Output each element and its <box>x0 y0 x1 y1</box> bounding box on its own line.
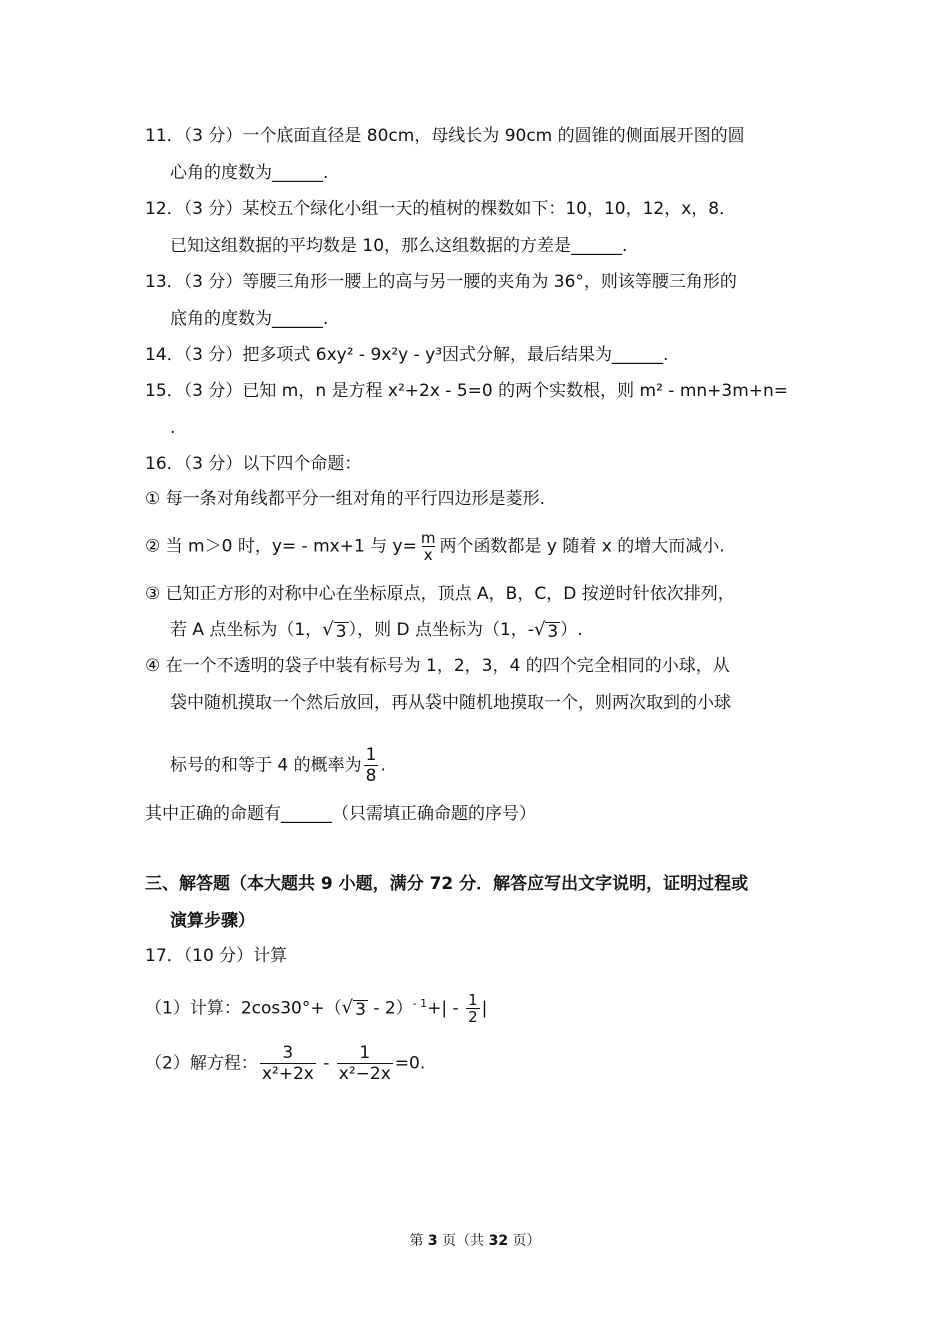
q17-part2 <box>145 1043 425 1084</box>
sqrt-three-negative <box>534 620 560 641</box>
fraction-denominator: 2 <box>468 1008 478 1026</box>
sqrt-three <box>342 998 368 1019</box>
q16-prop4-pre: 标号的和等于 4 的概率为 <box>170 755 362 776</box>
q16-prop1: ① 每一条对角线都平分一组对角的平行四边形是菱形. <box>145 489 546 509</box>
q17-part2-end: =0. <box>394 1053 426 1074</box>
fraction-3-over-x2-plus-2x <box>260 1043 316 1084</box>
footer-page-number: 3 <box>427 1233 438 1249</box>
q16-head: 16．（3 分）以下四个命题： <box>145 454 362 474</box>
abs-close: | <box>481 998 488 1019</box>
q16-prop4-post: . <box>380 755 386 776</box>
fraction-numerator: 3 <box>282 1043 294 1063</box>
q12-line1: 12．（3 分）某校五个绿化小组一天的植树的棵数如下：10，10，12，x，8． <box>145 199 737 219</box>
q16-prop4-line1: ④ 在一个不透明的袋子中装有标号为 1，2，3，4 的四个完全相同的小球，从 <box>145 656 730 676</box>
q14-line1: 14．（3 分）把多项式 6xy² - 9x²y - y³因式分解，最后结果为______. <box>145 345 669 365</box>
footer-post: 页） <box>508 1233 541 1249</box>
q12-line2: 已知这组数据的平均数是 10，那么这组数据的方差是______. <box>170 236 628 256</box>
q15-line2: . <box>170 418 176 438</box>
q11-line2: 心角的度数为______. <box>170 163 329 183</box>
fraction-1-over-x2-minus-2x <box>337 1043 393 1084</box>
negative-sign: - <box>527 620 534 640</box>
fraction-denominator: x <box>423 546 433 564</box>
minus-sign: - <box>317 1053 335 1074</box>
q16-prop4-line3 <box>170 745 386 786</box>
footer-total-pages: 32 <box>488 1233 509 1249</box>
sqrt-radicand: 3 <box>355 1000 366 1020</box>
q16-prop4-line2: 袋中随机摸取一个然后放回，再从袋中随机地摸取一个，则两次取到的小球 <box>170 693 731 713</box>
footer-mid: 页（共 <box>437 1233 489 1249</box>
q16-prop3-line2 <box>170 619 583 641</box>
sqrt-radicand: 3 <box>335 621 347 642</box>
q16-prop3-post: ）. <box>560 620 583 640</box>
q16-tail: 其中正确的命题有______（只需填正确命题的序号） <box>145 804 536 824</box>
fraction-numerator: 1 <box>359 1043 371 1063</box>
sqrt-three <box>322 620 348 641</box>
q17-part1-pre: （1）计算：2cos30°+（ <box>145 998 342 1019</box>
q17-head: 17．（10 分）计算 <box>145 946 288 966</box>
q13-line1: 13．（3 分）等腰三角形一腰上的高与另一腰的夹角为 36°，则该等腰三角形的 <box>145 272 737 292</box>
q16-prop3-mid: ），则 D 点坐标为（1， <box>348 620 528 640</box>
fraction-m-over-x <box>419 530 438 563</box>
radical-sign: √ <box>533 618 546 640</box>
section-heading-line1: 三、解答题（本大题共 9 小题，满分 72 分．解答应写出文字说明，证明过程或 <box>145 874 749 894</box>
q16-prop3-line1: ③ 已知正方形的对称中心在坐标原点，顶点 A，B，C，D 按逆时针依次排列， <box>145 584 735 604</box>
footer-pre: 第 <box>409 1233 428 1249</box>
fraction-one-half <box>466 992 480 1025</box>
radical-sign: √ <box>322 618 334 640</box>
q16-prop2-pre: ② 当 m＞0 时，y= - mx+1 与 y= <box>145 536 417 557</box>
radical-sign: √ <box>341 997 354 1018</box>
abs-open: +| - <box>427 998 465 1019</box>
q17-part1-mid: - 2） <box>367 998 413 1019</box>
fraction-one-eighth <box>364 745 379 786</box>
q15-line1: 15．（3 分）已知 m，n 是方程 x²+2x - 5=0 的两个实数根，则 m² - mn+3m+n= <box>145 381 789 401</box>
fraction-denominator: x²+2x <box>261 1064 314 1084</box>
fraction-denominator: 8 <box>365 766 377 786</box>
q16-prop2-post: 两个函数都是 y 随着 x 的增大而减小. <box>439 536 725 557</box>
sqrt-radicand: 3 <box>547 621 559 642</box>
fraction-denominator: x²−2x <box>338 1064 391 1084</box>
fraction-numerator: 1 <box>468 991 478 1009</box>
q16-prop2 <box>145 530 725 563</box>
q11-line1: 11．（3 分）一个底面直径是 80cm，母线长为 90cm 的圆锥的侧面展开图的圆 <box>145 126 745 146</box>
fraction-numerator: 1 <box>365 745 377 765</box>
exponent: - 1 <box>412 996 428 1010</box>
page-footer <box>0 1230 950 1250</box>
q17-part1 <box>145 992 487 1025</box>
q16-prop3-pre: 若 A 点坐标为（1， <box>170 620 323 640</box>
fraction-numerator: m <box>420 529 436 547</box>
section-heading-line2: 演算步骤） <box>170 911 255 931</box>
q13-line2: 底角的度数为______. <box>170 309 329 329</box>
q17-part2-pre: （2）解方程： <box>145 1053 258 1074</box>
